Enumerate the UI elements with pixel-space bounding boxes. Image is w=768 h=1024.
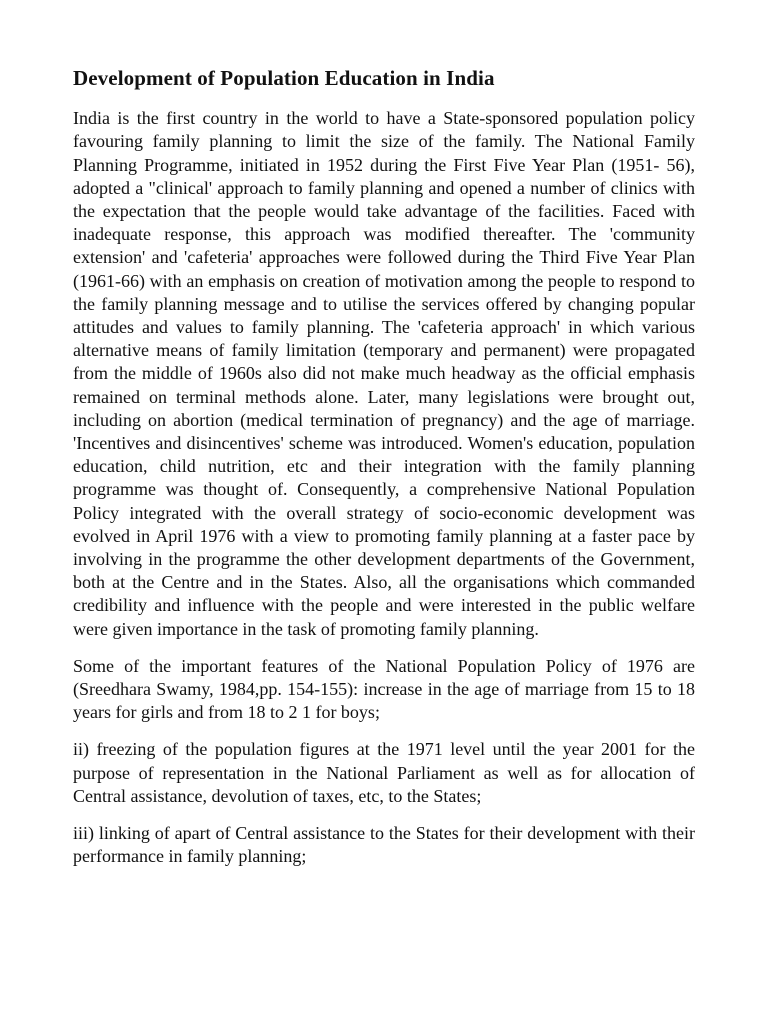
- paragraph-item-iii: iii) linking of apart of Central assistance to the States for their development with their performance in family planning;: [73, 823, 695, 867]
- paragraph-item-ii: ii) freezing of the population figures at the 1971 level until the year 2001 for the purpose of representation in the National Parliament as well as for allocation of Central assistance, devolution of taxes, etc, to the States;: [73, 739, 695, 806]
- paragraph-intro: India is the first country in the world to have a State-sponsored population policy favouring family planning to limit the size of the family. The National Family Planning Programme, initiated in 1952 during the First Five Year Plan (1951- 56), adopted a "clinical' approach to family planning and opened a number of clinics with the expectation that the people would take advantage of the facilities. Faced with inadequate response, this approach was modified thereafter. The 'community extension' and 'cafeteria' approaches were followed during the Third Five Year Plan (1961-66) with an emphasis on creation of motivation among the people to respond to the family planning message and to utilise the services offered by changing popular attitudes and values to family planning. The 'cafeteria approach' in which various alternative means of family limitation (temporary and permanent) were propagated from the middle of 1960s also did not make much headway as the official emphasis remained on terminal methods alone. Later, many legislations were brought out, including on abortion (medical termination of pregnancy) and the age of marriage. 'Incentives and disincentives' scheme was introduced. Women's education, population education, child nutrition, etc and their integration with the family planning programme was thought of. Consequently, a comprehensive National Population Policy integrated with the overall strategy of socio-economic development was evolved in April 1976 with a view to promoting family planning at a faster pace by involving in the programme the other development departments of the Government, both at the Centre and in the States. Also, all the organisations which commanded credibility and influence with the people and were interested in the public welfare were given importance in the task of promoting family planning.: [73, 108, 695, 639]
- document-title: Development of Population Education in India: [73, 66, 495, 90]
- paragraph-policy-features: Some of the important features of the National Population Policy of 1976 are (Sreedhara Swamy, 1984,pp. 154-155): increase in the age of marriage from 15 to 18 years for girls and from 18 to 2 1 for boys;: [73, 655, 695, 723]
- document-page: [73, 66, 695, 882]
